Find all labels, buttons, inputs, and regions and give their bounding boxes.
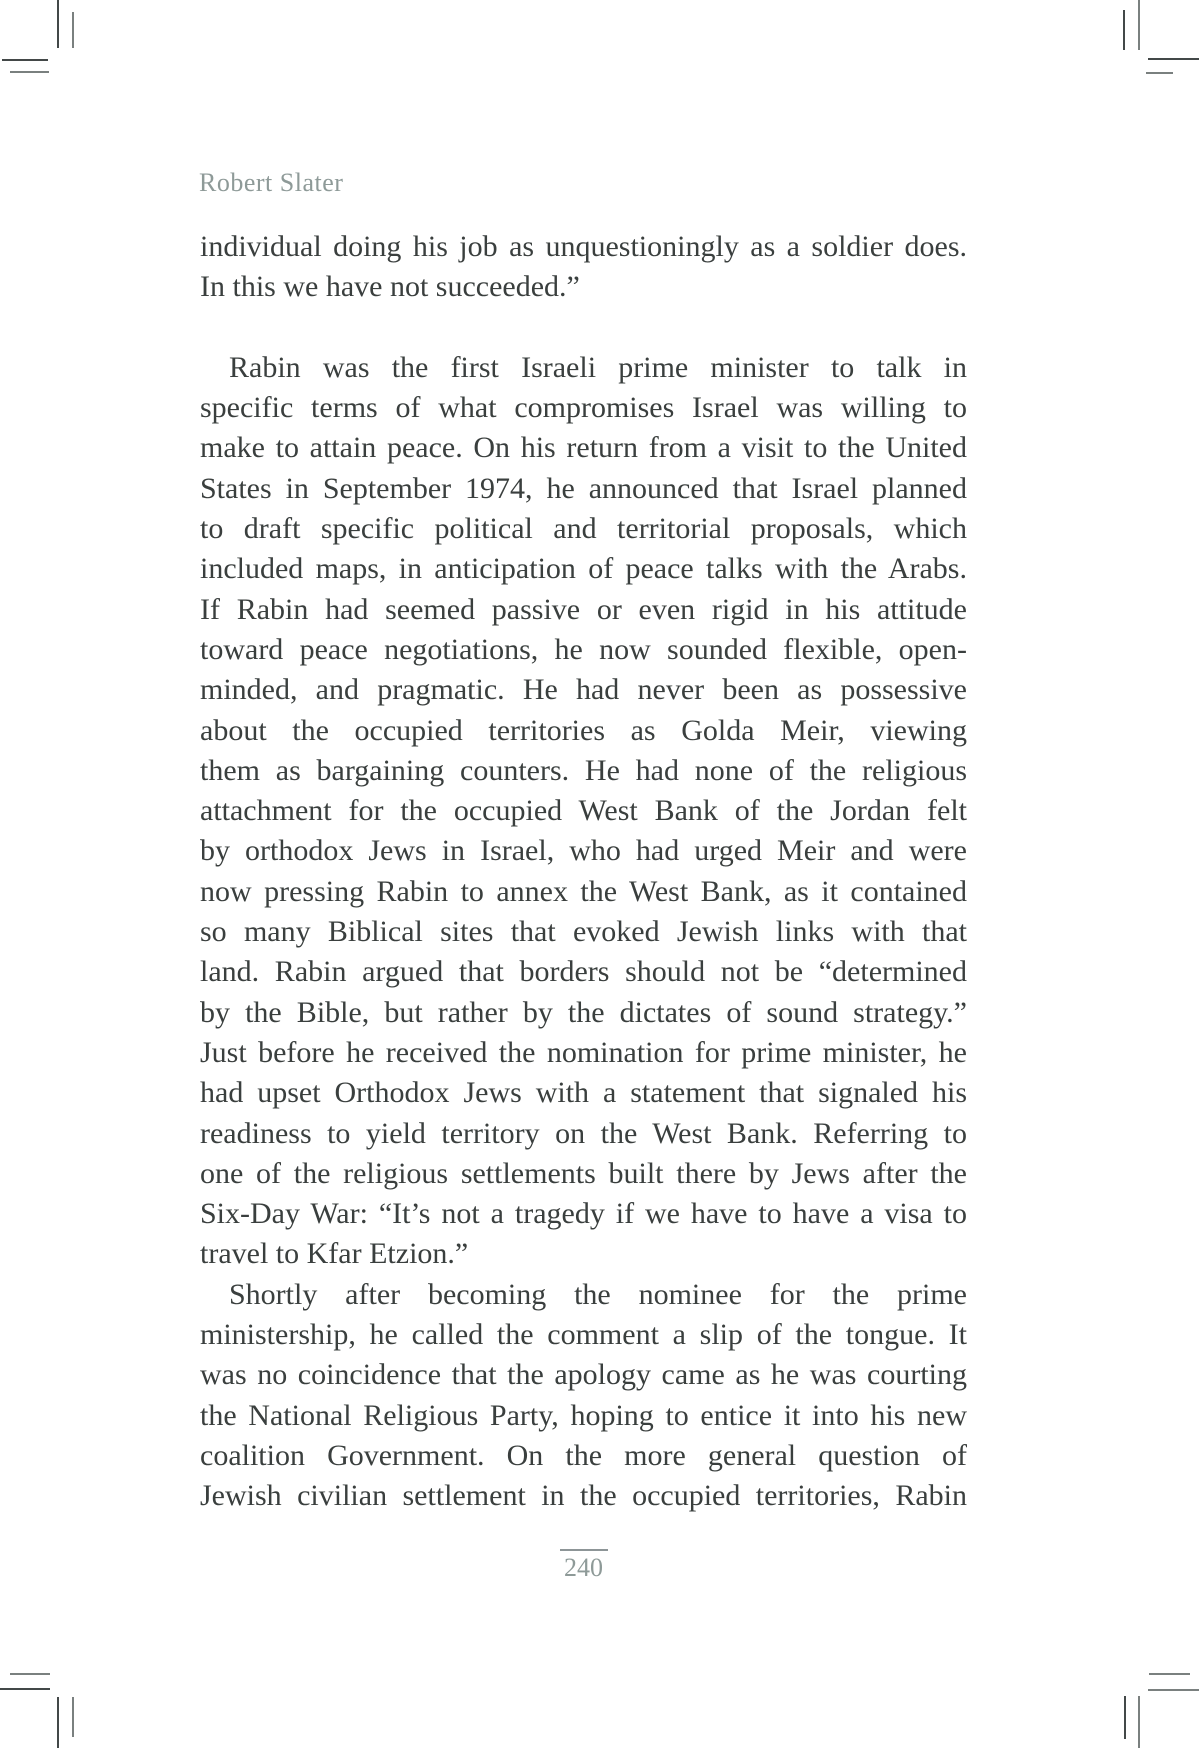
text-line: individual doing his job as unquestioningly as a soldier does.	[200, 230, 967, 263]
footer-rule	[560, 1549, 608, 1551]
crop-mark	[0, 1688, 50, 1690]
crop-mark	[1149, 1673, 1190, 1675]
text-line: the National Religious Party, hoping to entice it into his new	[200, 1398, 967, 1432]
running-header: Robert Slater	[199, 168, 344, 197]
text-line: travel to Kfar Etzion.”	[200, 1237, 469, 1271]
crop-mark	[10, 71, 49, 73]
paragraph	[200, 348, 967, 1275]
text-line: by the Bible, but rather by the dictates of sound strategy.”	[200, 995, 967, 1029]
text-line: States in September 1974, he announced that Israel planned	[200, 471, 967, 505]
text-line: make to attain peace. On his return from a visit to the United	[200, 431, 967, 465]
text-line: one of the religious settlements built there by Jews after the	[200, 1156, 967, 1190]
crop-mark	[1148, 1689, 1199, 1691]
page-footer	[200, 1549, 967, 1582]
text-line: ministership, he called the comment a slip of the tongue. It	[200, 1318, 967, 1352]
text-line: was no coincidence that the apology came as he was courting	[200, 1358, 967, 1392]
text-line: Just before he received the nomination for prime minister, he	[200, 1035, 967, 1069]
text-line: by orthodox Jews in Israel, who had urged Meir and were	[200, 834, 967, 868]
text-line: If Rabin had seemed passive or even rigid in his attitude	[200, 592, 967, 626]
text-line: about the occupied territories as Golda Meir, viewing	[200, 713, 967, 747]
text-line: coalition Government. On the more general question of	[200, 1438, 967, 1472]
crop-mark	[1146, 72, 1173, 74]
text-line: land. Rabin argued that borders should not be “determined	[200, 955, 967, 989]
crop-mark	[1123, 10, 1125, 50]
crop-mark	[1124, 1696, 1126, 1739]
crop-mark	[1148, 58, 1199, 60]
text-line: now pressing Rabin to annex the West Bank, as it contained	[200, 874, 967, 908]
crop-mark	[1138, 1696, 1140, 1748]
crop-mark	[57, 0, 59, 48]
text-line: Six-Day War: “It’s not a tragedy if we have to have a visa to	[200, 1197, 967, 1231]
text-line: specific terms of what compromises Israel was willing to	[200, 391, 967, 425]
crop-mark	[2, 59, 48, 61]
text-line: had upset Orthodox Jews with a statement that signaled his	[200, 1076, 967, 1110]
paragraph	[200, 227, 967, 308]
paragraph	[200, 1275, 967, 1517]
crop-mark	[72, 12, 74, 48]
text-line: so many Biblical sites that evoked Jewish links with that	[200, 915, 967, 949]
text-line: minded, and pragmatic. He had never been as possessive	[200, 673, 967, 707]
text-line: readiness to yield territory on the West Bank. Referring to	[200, 1116, 967, 1150]
text-line: Rabin was the first Israeli prime minister to talk in	[229, 350, 967, 384]
crop-mark	[72, 1697, 74, 1737]
text-line: to draft specific political and territorial proposals, which	[200, 512, 967, 546]
text-line: Shortly after becoming the nominee for the prime	[229, 1277, 967, 1311]
text-line: toward peace negotiations, he now sounded flexible, open-	[200, 632, 967, 666]
text-line: In this we have not succeeded.”	[200, 270, 580, 304]
text-line: attachment for the occupied West Bank of the Jordan felt	[200, 794, 967, 828]
body-text-block	[200, 227, 967, 1517]
text-line: included maps, in anticipation of peace talks with the Arabs.	[200, 552, 967, 586]
crop-mark	[10, 1673, 50, 1675]
text-line: Jewish civilian settlement in the occupied territories, Rabin	[200, 1479, 967, 1513]
page-number: 240	[564, 1553, 603, 1582]
crop-mark	[1138, 0, 1140, 50]
crop-mark	[57, 1697, 59, 1748]
text-line: them as bargaining counters. He had none of the religious	[200, 753, 967, 787]
